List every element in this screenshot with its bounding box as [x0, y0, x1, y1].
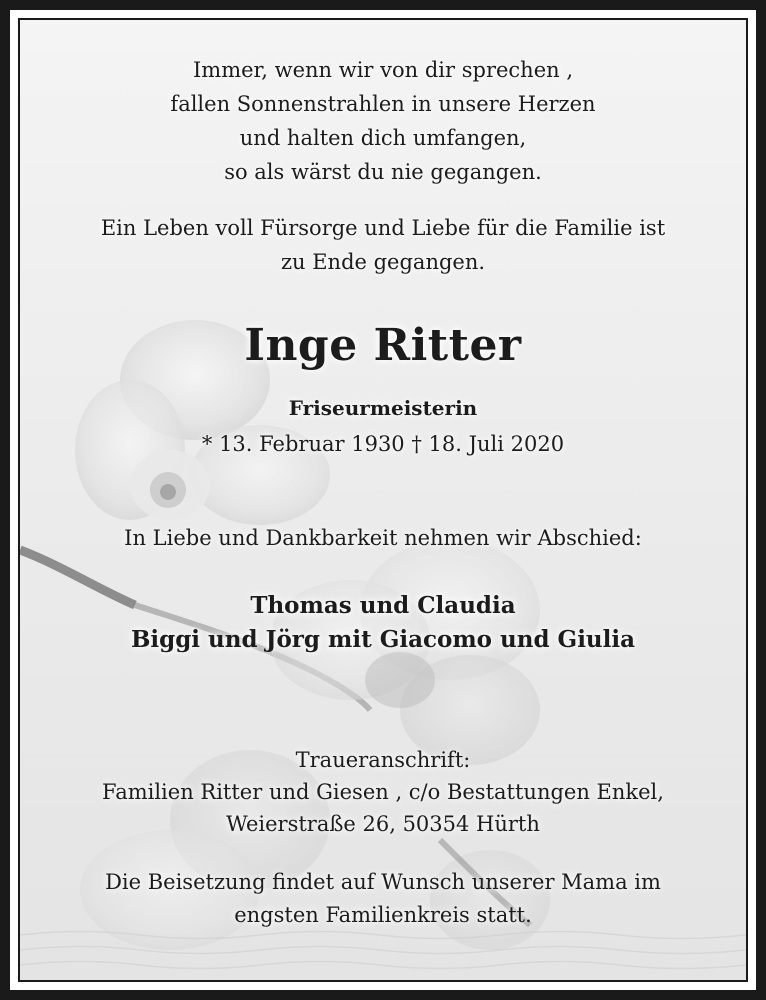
burial-line: engsten Familienkreis statt. [234, 903, 532, 927]
address-heading: Traueranschrift: [295, 748, 471, 772]
burial-line: Die Beisetzung findet auf Wunsch unserer Mama im [105, 870, 661, 894]
family-line: Biggi und Jörg mit Giacomo und Giulia [130, 626, 636, 653]
obituary-frame [10, 10, 756, 990]
poem-line: so als wärst du nie gegangen. [224, 160, 542, 184]
intro-line: zu Ende gegangen. [280, 250, 486, 274]
deceased-name: Inge Ritter [244, 320, 522, 371]
address-line: Familien Ritter und Giesen , c/o Bestattungen Enkel, [102, 780, 664, 804]
poem-line: und halten dich umfangen, [239, 126, 527, 150]
deceased-dates: * 13. Februar 1930 † 18. Juli 2020 [201, 432, 565, 456]
family-line: Thomas und Claudia [250, 592, 516, 619]
farewell-text: In Liebe und Dankbarkeit nehmen wir Abschied: [124, 526, 642, 550]
poem-line: Immer, wenn wir von dir sprechen , [192, 58, 574, 82]
obituary-content [20, 20, 746, 980]
address-line: Weierstraße 26, 50354 Hürth [226, 812, 540, 836]
intro-line: Ein Leben voll Fürsorge und Liebe für die Familie ist [100, 216, 666, 240]
obituary-panel [18, 18, 748, 982]
poem-line: fallen Sonnenstrahlen in unsere Herzen [170, 92, 596, 116]
deceased-occupation: Friseurmeisterin [288, 396, 478, 420]
